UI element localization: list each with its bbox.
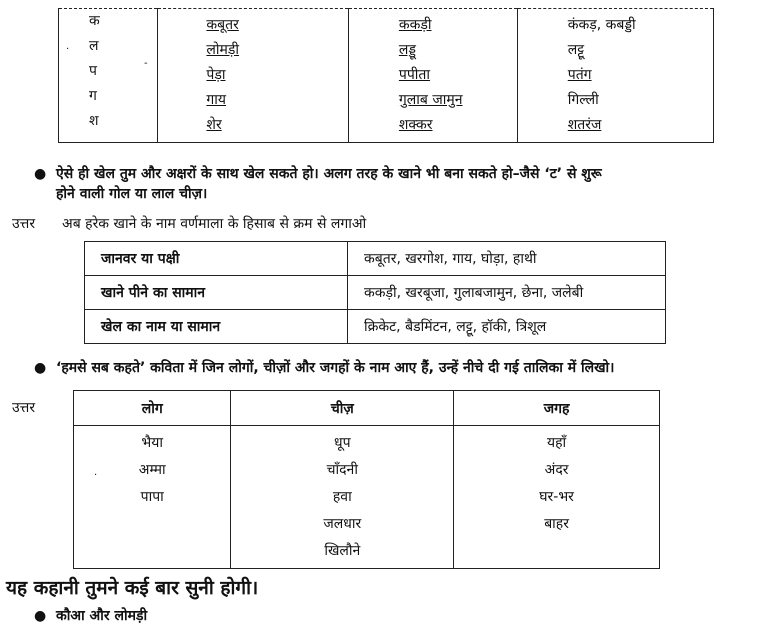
- section-heading: यह कहानी तुमने कई बार सुनी होगी।: [6, 577, 259, 599]
- letter-cell: श: [89, 113, 99, 129]
- table-row: [85, 276, 666, 310]
- list-item: खिलौने: [324, 543, 361, 559]
- bullet-text-1a: ऐसे ही खेल तुम और अक्षरों के साथ खेल सकते हो। अलग तरह के खाने भी बना सकते हो–जैसे ‘ट’ से शुरू: [56, 166, 602, 182]
- people-column: [74, 426, 231, 569]
- list-item: धूप: [334, 435, 351, 451]
- answer-label: उत्तर: [12, 216, 36, 232]
- category-table: [84, 241, 666, 344]
- list-item: बाहर: [544, 516, 569, 532]
- header-things: चीज़: [231, 391, 454, 426]
- food-cell: गुलाब जामुन: [398, 92, 463, 108]
- game-column: [517, 9, 713, 143]
- animal-cell: कबूतर: [206, 17, 239, 33]
- answer-instruction: अब हरेक खाने के नाम वर्णमाला के हिसाब से क्रम से लगाओ: [62, 216, 367, 232]
- category-cell: खेल का नाम या सामान: [85, 310, 348, 344]
- scan-speck: ‐: [144, 58, 148, 69]
- list-item: हवा: [332, 489, 352, 505]
- list-item: यहाँ: [546, 435, 567, 451]
- letter-cell: ल: [89, 38, 99, 54]
- category-cell: जानवर या पक्षी: [85, 242, 348, 276]
- list-item: घर-भर: [539, 489, 574, 505]
- list-item: जलधार: [323, 516, 362, 532]
- answer-label: उत्तर: [12, 400, 36, 416]
- letter-table: [58, 8, 714, 143]
- animal-cell: पेड़ा: [206, 67, 226, 83]
- list-item: चाँदनी: [326, 462, 358, 478]
- list-item: अंदर: [544, 462, 569, 478]
- header-people: लोग: [74, 391, 231, 426]
- bullet-text-2: ‘हमसे सब कहते’ कविता में जिन लोगों, चीज़ों और जगहों के नाम आए हैं, उन्हें नीचे दी गई तालिका में लिखो।: [56, 360, 615, 376]
- list-item: पापा: [140, 489, 164, 505]
- letter-cell: ग: [89, 88, 97, 104]
- bullet-dot: ●: [34, 608, 47, 624]
- table-row: [85, 242, 666, 276]
- animal-column: [158, 9, 348, 143]
- items-cell: कबूतर, खरगोश, गाय, घोड़ा, हाथी: [348, 242, 666, 276]
- bullet-dot: ●: [34, 360, 47, 376]
- bullet-paragraph-2: [36, 358, 760, 378]
- game-cell: लट्टू: [567, 42, 585, 58]
- food-cell: लड्डू: [398, 42, 416, 58]
- game-cell: गिल्ली: [567, 92, 599, 108]
- places-column: [454, 426, 660, 569]
- list-item: अम्मा: [138, 462, 166, 478]
- bullet-dot: ●: [34, 166, 47, 182]
- game-cell: पतंग: [567, 67, 592, 83]
- animal-cell: गाय: [206, 92, 227, 108]
- letter-column: [59, 9, 158, 143]
- bullet-text-1b: होने वाली गोल या लाल चीज़।: [56, 186, 208, 202]
- food-cell: शक्कर: [398, 117, 433, 133]
- game-cell: शतरंज: [567, 117, 602, 133]
- bullet-text-3: कौआ और लोमड़ी: [56, 608, 148, 624]
- bullet-paragraph-3: [36, 606, 147, 626]
- letter-cell: क: [89, 13, 100, 29]
- items-cell: ककड़ी, खरबूजा, गुलाबजामुन, छेना, जलेबी: [348, 276, 666, 310]
- bullet-paragraph-1: [36, 164, 756, 204]
- letter-cell: प: [89, 63, 97, 79]
- animal-cell: लोमड़ी: [206, 42, 240, 58]
- table-row: [85, 310, 666, 344]
- list-item: भैया: [141, 435, 163, 451]
- food-cell: पपीता: [398, 67, 431, 83]
- scan-speck: ·: [66, 44, 70, 55]
- food-cell: ककड़ी: [398, 17, 432, 33]
- things-column: [231, 426, 454, 569]
- animal-cell: शेर: [206, 117, 222, 133]
- items-cell: क्रिकेट, बैडमिंटन, लट्टू, हॉकी, त्रिशूल: [348, 310, 666, 344]
- category-cell: खाने पीने का सामान: [85, 276, 348, 310]
- game-cell: कंकड़, कबड्डी: [567, 17, 636, 33]
- header-places: जगह: [454, 391, 660, 426]
- food-column: [348, 9, 517, 143]
- people-things-places-table: [73, 390, 660, 569]
- scan-speck: ·: [94, 470, 98, 481]
